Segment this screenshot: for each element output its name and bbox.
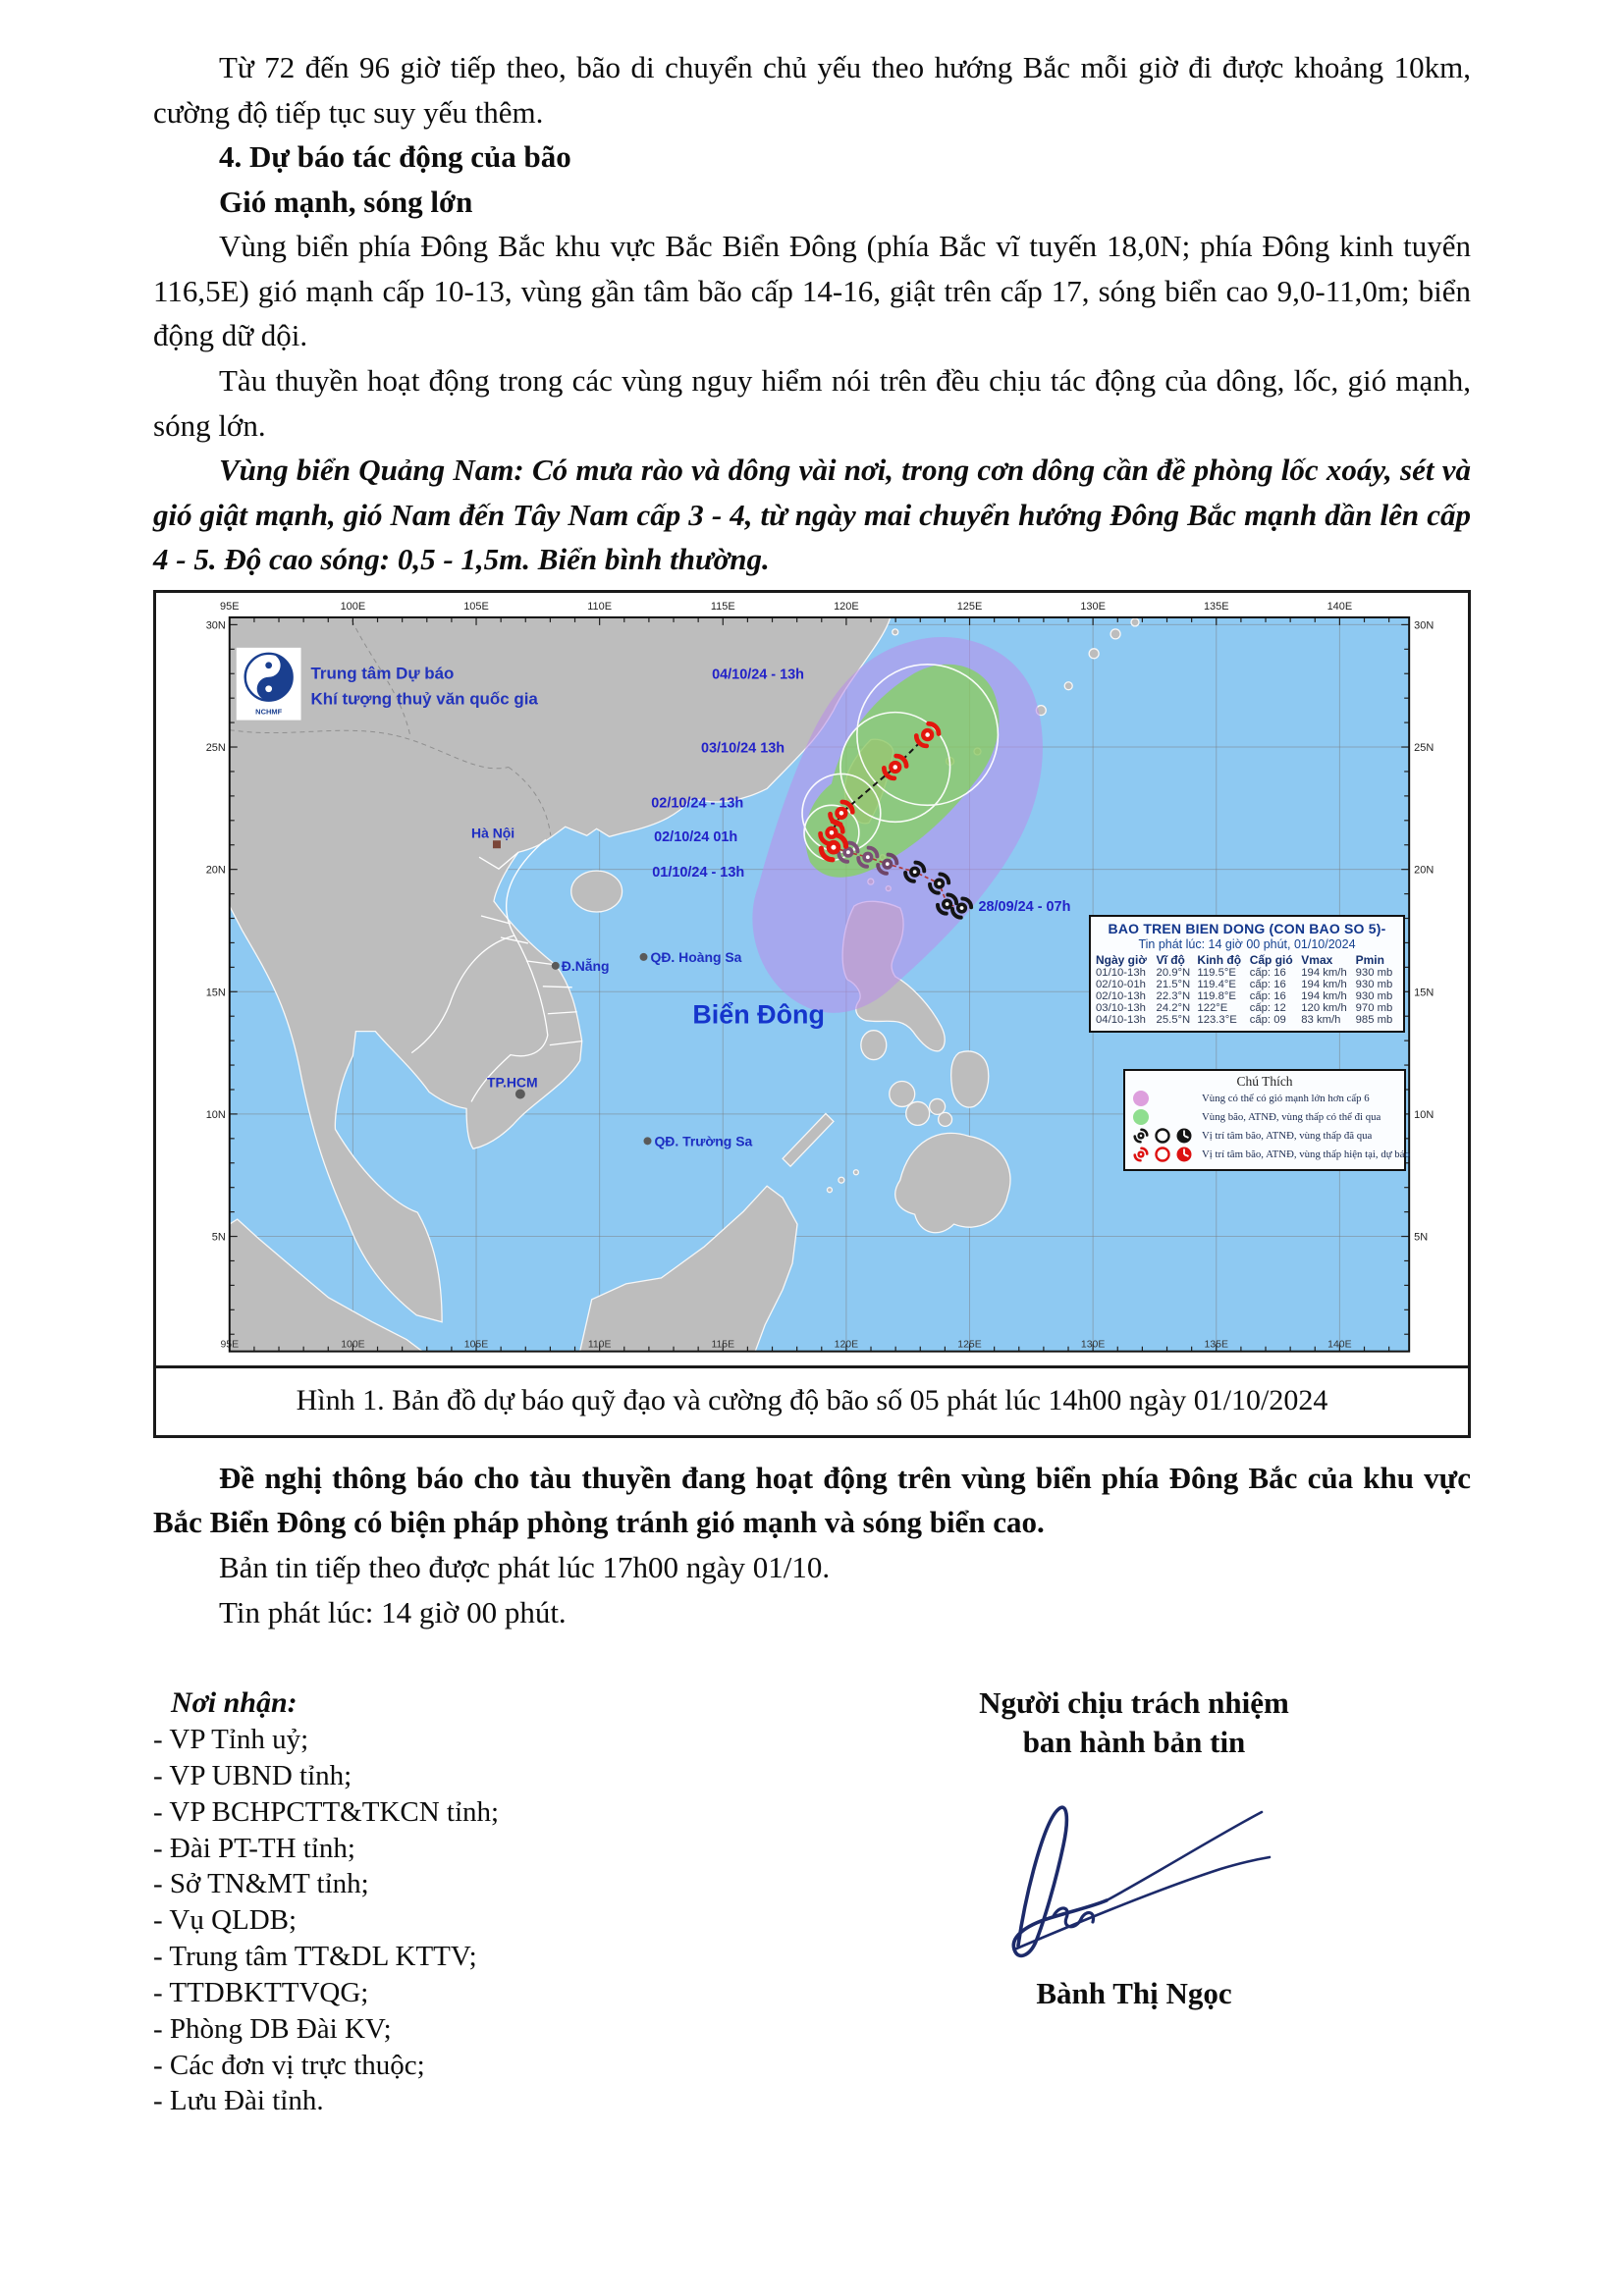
storm-info-box [1089,915,1405,1033]
lon-label-top: 115E [710,600,735,613]
forecast-table-cell: cấp: 16 [1249,966,1286,979]
forecast-table-cell: 194 km/h [1301,989,1347,1002]
recipient-item: - Sở TN&MT tỉnh; [153,1868,369,1900]
lon-label-top: 125E [956,600,983,613]
date-label-0110: 01/10/24 - 13h [652,864,745,881]
recipient-item: - Lưu Đài tỉnh. [153,2085,324,2117]
lat-label-right: 25N [1414,741,1435,754]
forecast-table-cell: 02/10-01h [1096,978,1146,990]
lat-label-left: 30N [205,619,226,632]
forecast-table-cell: 21.5°N [1156,978,1191,990]
recipients-block [153,1683,782,2119]
paragraph-72-96h: Từ 72 đến 96 giờ tiếp theo, bão di chuyển chủ yếu theo hướng Bắc mỗi giờ đi được khoảng 10km, cường độ tiếp tục suy yếu thêm. [153,50,1471,130]
lon-label-bottom: 110E [587,1339,612,1351]
date-label-2809: 28/09/24 - 07h [978,898,1071,915]
forecast-table-cell: cấp: 16 [1249,989,1286,1002]
lon-label-bottom: 130E [1080,1339,1106,1351]
legend-text: Vùng có thể có gió mạnh lớn hơn cấp 6 [1202,1093,1370,1105]
forecast-table-cell: 930 mb [1355,978,1393,990]
recipients-title: Nơi nhận: [171,1686,298,1720]
recipient-item: - VP UBND tỉnh; [153,1759,352,1791]
lat-label-right: 5N [1414,1231,1429,1244]
hainan-island [571,871,623,912]
hoangsa-label: QĐ. Hoàng Sa [650,948,742,965]
forecast-map [156,593,1468,1366]
forecast-table-row [1095,990,1399,1002]
lon-label-bottom: 120E [834,1339,859,1351]
signer-name: Bành Thị Ngọc [1036,1975,1232,2010]
logo-line1: Trung tâm Dự báo [310,664,455,683]
forecast-table-cell: 119.8°E [1197,989,1236,1002]
lat-label-right: 20N [1414,864,1435,877]
tphcm-marker [515,1089,525,1098]
forecast-table-cell: 120 km/h [1301,1001,1347,1014]
legend-text: Vùng bão, ATNĐ, vùng thấp có thể đi qua [1202,1111,1381,1124]
signature-block [913,1683,1355,2011]
hanoi-marker [493,840,501,848]
forecast-table-header: Vmax [1301,952,1333,967]
lon-label-bottom: 125E [957,1339,982,1351]
lon-label-bottom: 135E [1204,1339,1228,1351]
danang-label: Đ.Nẵng [561,957,610,974]
hoangsa-marker [640,953,648,961]
forecast-table-cell: 985 mb [1355,1013,1393,1026]
paragraph-next-bulletin: Bản tin tiếp theo được phát lúc 17h00 ngày 01/10. [219,1550,831,1585]
paragraph-ships: Tàu thuyền hoạt động trong các vùng nguy hiểm nói trên đều chịu tác động của dông, lốc, gió mạnh, sóng lớn. [153,362,1471,443]
recipient-item: - Phòng DB Đài KV; [153,2012,392,2045]
date-label-0210-13h: 02/10/24 - 13h [651,795,744,812]
legend-symbol-red [1129,1146,1202,1163]
forecast-table-cell: cấp: 09 [1249,1013,1286,1026]
paragraph-quang-nam: Vùng biển Quảng Nam: Có mưa rào và dông vài nơi, trong cơn dông cần đề phòng lốc xoáy, sét và gió giật mạnh, gió Nam đến Tây Nam cấp 3 - 4, từ ngày mai chuyển hướng Đông Bắc mạnh dần lên cấp 4 - 5. Độ cao sóng: 0,5 - 1,5m. Biển bình thường. [153,453,1471,577]
legend-box [1123,1069,1410,1171]
forecast-table-row [1095,979,1399,990]
lon-label-top: 140E [1326,600,1353,613]
forecast-table-cell: 122°E [1197,1001,1228,1014]
forecast-table-cell: 83 km/h [1301,1013,1341,1026]
lon-label-top: 100E [340,600,366,613]
subheading-wind-waves: Gió mạnh, sóng lớn [219,184,473,219]
forecast-table-cell: 119.4°E [1197,978,1236,990]
legend-symbol-black [1129,1127,1202,1145]
lon-label-bottom: 140E [1327,1339,1352,1351]
heading-4: 4. Dự báo tác động của bão [219,139,571,175]
lat-label-left: 15N [205,987,226,999]
forecast-table-cell: 970 mb [1355,1001,1393,1014]
recipient-item: - Đài PT-TH tỉnh; [153,1832,355,1864]
recipient-item: - Trung tâm TT&DL KTTV; [153,1941,477,1973]
logo-line2: Khí tượng thuỷ văn quốc gia [310,689,538,709]
forecast-table-header: Cấp gió [1249,952,1293,967]
recipient-item: - Các đơn vị trực thuộc; [153,2049,425,2081]
lat-label-right: 10N [1414,1108,1435,1121]
forecast-table-cell: 930 mb [1355,966,1393,979]
forecast-table-cell: cấp: 16 [1249,978,1286,990]
lon-label-top: 110E [587,600,613,613]
legend-item [1129,1127,1400,1146]
legend-title: Chú Thích [1236,1073,1293,1089]
forecast-table-header: Kinh độ [1197,952,1242,967]
legend-symbol-plum [1129,1090,1202,1107]
recipient-item: - VP Tỉnh uỷ; [153,1724,309,1756]
forecast-table-cell: 22.3°N [1156,989,1191,1002]
signer-title-line1: Người chịu trách nhiệm [979,1685,1289,1721]
legend-item [1129,1108,1400,1127]
logo-abbr: NCHMF [255,707,283,717]
lon-label-top: 105E [463,600,489,613]
legend-text: Vị trí tâm bão, ATNĐ, vùng thấp hiện tại, dự báo [1202,1148,1410,1161]
forecast-table-cell: 930 mb [1355,989,1393,1002]
figure-1 [153,590,1471,1438]
forecast-table-cell: 01/10-13h [1096,966,1146,979]
lat-label-left: 10N [205,1108,226,1121]
lat-label-right: 15N [1414,987,1435,999]
legend-text: Vị trí tâm bão, ATNĐ, vùng thấp đã qua [1202,1130,1373,1143]
storm-info-issued: Tin phát lúc: 14 giờ 00 phút, 01/10/2024 [1138,936,1356,951]
lat-label-left: 5N [211,1231,226,1244]
recipient-item: - Vụ QLDB; [153,1904,298,1937]
lon-label-top: 95E [220,600,240,613]
forecast-table-cell: 25.5°N [1156,1013,1191,1026]
forecast-table-header: Ngày giờ [1096,952,1147,967]
lon-label-top: 130E [1080,600,1106,613]
legend-item [1129,1146,1410,1164]
forecast-table-cell: 24.2°N [1156,1001,1191,1014]
truongsa-label: QĐ. Trường Sa [654,1133,753,1149]
date-label-0410: 04/10/24 - 13h [712,667,805,683]
signer-title-line2: ban hành bản tin [1022,1725,1246,1760]
lon-label-bottom: 95E [220,1339,240,1351]
recipient-item: - TTDBKTTVQG; [153,1976,369,2008]
lat-label-left: 25N [205,741,226,754]
truongsa-marker [644,1137,652,1145]
forecast-table-row [1095,1014,1399,1026]
danang-marker [552,962,560,970]
forecast-table-cell: 04/10-13h [1096,1013,1146,1026]
figure-caption: Hình 1. Bản đồ dự báo quỹ đạo và cường độ bão số 05 phát lúc 14h00 ngày 01/10/2024 [156,1365,1468,1435]
forecast-table-cell: 02/10-13h [1096,989,1146,1002]
lon-label-top: 120E [834,600,859,613]
east-sea-label: Biển Đông [692,999,825,1030]
forecast-table-cell: 194 km/h [1301,966,1347,979]
lon-label-bottom: 100E [341,1339,365,1351]
forecast-table-cell: 123.3°E [1197,1013,1237,1026]
paragraph-recommendation: Đề nghị thông báo cho tàu thuyền đang hoạt động trên vùng biển phía Đông Bắc của khu vực Bắc Biển Đông có biện pháp phòng tránh gió mạnh và sóng biển cao. [153,1460,1471,1540]
tphcm-label: TP.HCM [486,1074,538,1091]
paragraph-sea-northeast: Vùng biển phía Đông Bắc khu vực Bắc Biển Đông (phía Bắc vĩ tuyến 18,0N; phía Đông kinh tuyến 116,5E) gió mạnh cấp 10-13, vùng gần tâm bão cấp 14-16, giật trên cấp 17, sóng biển cao 9,0-11,0m; biển động dữ dội. [153,229,1471,353]
forecast-table-cell: 194 km/h [1301,978,1347,990]
hanoi-label: Hà Nội [471,825,515,841]
lon-label-bottom: 105E [463,1339,489,1351]
paragraph-issued-time: Tin phát lúc: 14 giờ 00 phút. [219,1594,567,1629]
forecast-table-cell: 03/10-13h [1096,1001,1146,1014]
forecast-table-cell: 20.9°N [1156,966,1191,979]
date-label-0310: 03/10/24 13h [700,740,785,757]
legend-item [1129,1090,1400,1108]
legend-symbol-green [1129,1108,1202,1126]
footer [153,1683,1471,2272]
forecast-table-row [1095,967,1399,979]
recipient-item: - VP BCHPCTT&TKCN tỉnh; [153,1795,500,1828]
date-label-0210-01h: 02/10/24 01h [654,828,738,845]
forecast-table-row [1095,1002,1399,1014]
lat-label-right: 30N [1414,619,1435,632]
lon-label-bottom: 115E [711,1339,735,1351]
forecast-table-header: Pmin [1355,952,1384,967]
signature-image [967,1773,1301,1974]
forecast-table-cell: cấp: 12 [1249,1001,1286,1014]
mindoro-island [861,1030,887,1059]
storm-info-title: BAO TREN BIEN DONG (CON BAO SO 5)- [1108,920,1386,936]
lon-label-top: 135E [1203,600,1229,613]
forecast-table-cell: 119.5°E [1197,966,1236,979]
storm-forecast-table [1095,953,1399,1026]
forecast-table-header: Vĩ độ [1156,952,1185,967]
lat-label-left: 20N [205,864,226,877]
